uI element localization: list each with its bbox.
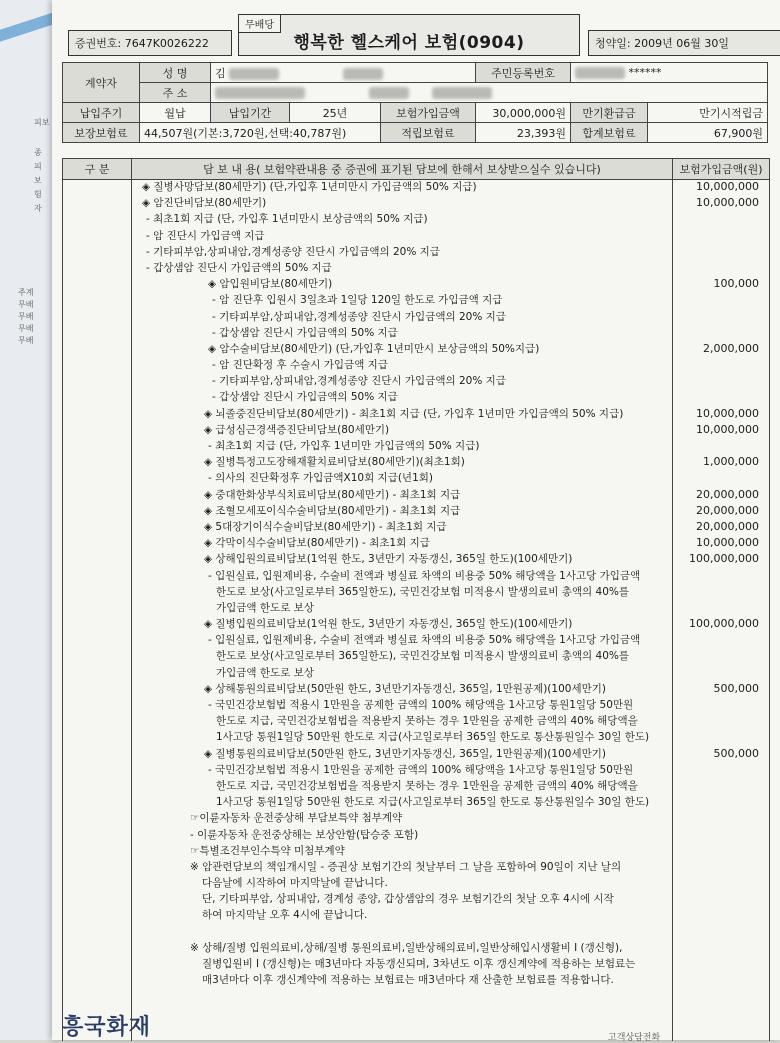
coverage-row [132,600,673,616]
coverage-text: ※ 상해/질병 입원의료비,상해/질병 통원의료비,일반상해의료비,일반상해입시생활비 I (갱신형), [190,941,623,954]
rrn-value: ****** [571,63,768,83]
coverage-text: 1사고당 통원1일당 50만원 한도로 지급(사고일로부터 365일 한도로 통산통원일수 30일 한도) [216,731,650,744]
coverage-text: 한도로 지급, 국민건강보험법을 적용받지 못하는 경우 1만원을 공제한 금액의 40% 해당액을 [216,779,638,792]
coverage-row [132,325,673,341]
coverage-text: - 갑상샘암 진단시 가입금액의 50% 지급 [212,326,398,339]
background-text: 종 [34,148,42,157]
coverage-text: 하여 마지막날 오후 4시에 끝납니다. [202,909,368,922]
coverage-row [132,648,673,664]
coverage-amount: 1,000,000 [703,455,759,469]
coverage-row [132,244,673,260]
coverage-text: ◈ 상해통원의료비담보(50만원 한도, 3년만기자동갱신, 365일, 1만원공제)(100세만기) [204,682,606,695]
contractor-label: 계약자 [63,63,140,103]
coverage-text: - 암 진단확정 후 수술시 가입금액 지급 [212,359,388,372]
policy-sheet [52,0,780,1043]
insured-amount-label: 보험가입금액 [381,103,476,123]
coverage-amount: 2,000,000 [703,341,759,355]
coverage-row [132,729,673,745]
coverage-text: - 국민건강보험법 적용시 1만원을 공제한 금액의 100% 해당액을 1사고당 통원1일당 50만원 [208,763,634,776]
coverage-text: ※ 암관련담보의 책임개시일 - 증권상 보험기간의 첫날부터 그 날을 포함하여 90일이 지난 날의 [190,860,622,873]
coverage-row [132,681,759,697]
coverage-text: - 최초1회 지급 (단, 가입후 1년미만 가입금액의 50% 지급) [208,440,480,452]
coverage-amount: 10,000,000 [696,422,759,436]
coverage-row [132,924,673,940]
pay-cycle: 월납 [140,103,211,123]
policy-number: 7647K0026222 [124,36,209,50]
coverage-row [132,341,759,357]
address-label: 주 소 [140,83,211,103]
coverage-row [132,195,759,211]
header [60,14,774,58]
coverage-row [132,179,759,195]
coverage-text: - 기타피부암,상피내암,경계성종양 진단시 가입금액의 20% 지급 [146,245,440,258]
coverage-row [132,956,673,972]
coverage-text: - 기타피부암,상피내암,경계성종양 진단시 가입금액의 20% 지급 [212,375,506,388]
coverage-text: ◈ 암진단비담보(80세만기) [142,197,267,210]
address-value [211,83,768,103]
coverage-text: - 입원실료, 입원제비용, 수술비 전액과 병실료 차액의 비용중 50% 해당액을 1사고당 가입금액 [208,569,641,582]
coverage-text: ◈ 질병입원의료비담보(1억원 한도, 3년만기 자동갱신, 365일 한도)(100세만기) [204,618,573,631]
coverage-row [132,357,673,373]
coverage-rows [132,179,759,988]
coverage-row [132,827,673,843]
background-text: 피보 [34,118,50,127]
coverage-text: - 암 진단시 가입금액 지급 [146,229,265,242]
coverage-row [132,665,673,681]
coverage-row [132,422,759,438]
info-table [62,62,768,143]
col-category: 구 분 [63,159,132,179]
coverage-text: - 최초1회 지급 (단, 가입후 1년미만시 보상금액의 50% 지급) [146,213,428,226]
coverage-amount: 100,000,000 [689,552,759,566]
coverage-text: ☞이륜자동차 운전중상해 부담보특약 첨부계약 [190,812,403,825]
coverage-text: 매3년마다 이후 갱신계약에 적용하는 보험료는 매3년마다 재 산출한 보험료를 적용합니다. [202,974,614,987]
coverage-row [132,276,759,292]
coverage-table [62,158,770,1041]
coverage-row [132,875,673,891]
coverage-row [132,697,673,713]
coverage-row [132,438,673,454]
coverage-row [132,632,673,648]
coverage-amount: 20,000,000 [696,487,759,501]
coverage-text: ◈ 질병통원의료비담보(50만원 한도, 3년만기자동갱신, 365일, 1만원공제)(100세만기) [204,747,606,760]
coverage-text: - 기타피부암,상피내암,경계성종양 진단시 가입금액의 20% 지급 [212,310,506,323]
tag-label: 무배당 [239,15,281,33]
coverage-row [132,746,759,762]
name-label: 성 명 [140,63,211,83]
coverage-amount: 10,000,000 [696,196,759,210]
coverage-text: 가입금액 한도로 보상 [216,601,314,614]
background-text: 무배 [18,336,34,345]
coverage-row [132,373,673,389]
coverage-amount: 500,000 [713,681,759,695]
coverage-row [132,470,673,486]
background-stripe [0,10,60,41]
policy-number-box [68,30,232,56]
coverage-row [132,535,759,551]
coverage-text: 가입금액 한도로 보상 [216,666,314,679]
coverage-row [132,551,759,567]
coverage-text: - 이륜자동차 운전중상해는 보상안함(탑승중 포함) [190,828,419,841]
coverage-text: ◈ 각막이식수술비담보(80세만기) - 최초1회 지급 [204,537,430,550]
coverage-row [132,616,759,632]
coverage-row [132,292,673,308]
coverage-row [132,972,673,988]
coverage-row [132,891,673,907]
col-content: 담 보 내 용( 보험약관내용 중 증권에 표기된 담보에 한해서 보상받으실수 있습니다) [132,159,673,179]
coverage-row [132,454,759,470]
coverage-amount: 10,000,000 [696,180,759,193]
coverage-text: - 의사의 진단확정후 가입금액X10회 지급(년1회) [208,472,433,485]
premium-value: 44,507원(기본:3,720원,선택:40,787원) [140,123,381,143]
coverage-text: 질병입원비 I (갱신형)는 매3년마다 자동갱신되며, 3차년도 이후 갱신계약에 적용하는 보험료는 [202,958,636,970]
coverage-text: 1사고당 통원1일당 50만원 한도로 지급(사고일로부터 365일 한도로 통산통원일수 30일 한도) [216,796,650,809]
coverage-text: ◈ 상해입원의료비담보(1억원 한도, 3년만기 자동갱신, 365일 한도)(100세만기) [204,553,573,566]
coverage-amount: 100,000,000 [689,617,759,631]
policy-label: 증권번호: [75,37,122,50]
reserve-label: 적립보험료 [381,123,476,143]
coverage-text: - 입원실료, 입원제비용, 수술비 전액과 병실료 차액의 비용중 50% 해당액을 1사고당 가입금액 [208,634,641,647]
maturity-value: 만기시적립금 [648,103,768,123]
name-value: 김 [211,63,476,83]
coverage-text: 단, 기타피부암, 상피내암, 경계성 종양, 갑상샘암의 경우 보험기간의 첫날 오후 4시에 시작 [202,893,614,906]
coverage-amount: 100,000 [713,277,759,291]
coverage-text: ◈ 암입원비담보(80세만기) [208,278,333,291]
coverage-text: ◈ 중대한화상부식치료비담보(80세만기) - 최초1회 지급 [204,488,461,501]
maturity-label: 만기환급금 [571,103,648,123]
title-box [238,14,580,56]
background-text: 험 [34,190,42,199]
coverage-row [132,907,673,923]
contract-date-label: 청약일: [595,37,631,50]
coverage-row [132,859,673,875]
coverage-row [132,260,673,276]
coverage-text: ◈ 뇌졸중진단비담보(80세만기) - 최초1회 지급 (단, 가입후 1년미만 가입금액의 50% 지급) [204,407,624,420]
coverage-text: - 국민건강보험법 적용시 1만원을 공제한 금액의 100% 해당액을 1사고당 통원1일당 50만원 [208,699,634,711]
coverage-amount: 10,000,000 [696,406,759,420]
coverage-row [132,389,673,405]
coverage-row [132,940,673,956]
coverage-row [132,487,759,503]
coverage-row [132,810,673,826]
rrn-label: 주민등록번호 [476,63,571,83]
background-text: 보 [34,176,42,185]
coverage-text: ◈ 암수술비담보(80세만기) (단,가입후 1년미만시 보상금액의 50%지급) [208,342,540,355]
coverage-text: 다음날에 시작하여 마지막날에 끝납니다. [202,877,388,890]
coverage-row [132,228,673,244]
coverage-text: - 갑상샘암 진단시 가입금액의 50% 지급 [212,391,398,404]
coverage-amount: 20,000,000 [696,519,759,533]
coverage-amount: 10,000,000 [696,536,759,550]
col-amount: 보험가입금액(원) [679,163,763,176]
footer-note: 고객상담전화 [608,1033,661,1043]
contract-date: 2009년 06월 30일 [634,37,729,50]
coverage-text: ◈ 5대장기이식수술비담보(80세만기) - 최초1회 지급 [204,520,447,533]
coverage-text: ◈ 질병사망담보(80세만기) (단,가입후 1년미만시 가입금액의 50% 지급) [142,181,477,193]
coverage-text: ◈ 조혈모세포이식수술비담보(80세만기) - 최초1회 지급 [204,504,461,517]
coverage-row [132,584,673,600]
coverage-text: 한도로 보상(사고일로부터 365일한도), 국민건강보험 미적용시 발생의료비 총액의 40%를 [216,650,629,663]
coverage-row [132,406,759,422]
coverage-text: 한도로 보상(사고일로부터 365일한도), 국민건강보험 미적용시 발생의료비 총액의 40%를 [216,585,629,598]
coverage-row [132,778,673,794]
insured-amount: 30,000,000원 [476,103,571,123]
total-value: 67,900원 [648,123,768,143]
coverage-table-header [63,159,769,180]
background-text: 주계 [18,288,34,297]
background-text: 무배 [18,300,34,309]
coverage-row [132,519,759,535]
coverage-text: ☞특별조건부인수특약 미첨부계약 [190,844,345,857]
coverage-text: ◈ 질병특정고도장해재활치료비담보(80세만기)(최초1회) [204,456,465,469]
coverage-row [132,503,759,519]
background-text: 무배 [18,324,34,333]
contract-date-box [588,30,780,56]
pay-cycle-label: 납입주기 [63,103,140,123]
coverage-amount: 20,000,000 [696,503,759,517]
coverage-row [132,713,673,729]
coverage-text: - 갑상샘암 진단시 가입금액의 50% 지급 [146,261,332,274]
coverage-text: 한도로 지급, 국민건강보험법을 적용받지 못하는 경우 1만원을 공제한 금액의 40% 해당액을 [216,715,638,728]
coverage-text: ◈ 급성심근경색증진단비담보(80세만기) [204,423,390,436]
background-text: 자 [34,204,42,213]
coverage-row [132,211,673,227]
premium-label: 보장보험료 [63,123,140,143]
coverage-row [132,568,673,584]
coverage-row [132,794,673,810]
coverage-row [132,309,673,325]
pay-period-label: 납입기간 [211,103,290,123]
coverage-row [132,843,673,859]
coverage-row [132,762,673,778]
coverage-amount: 500,000 [713,746,759,760]
total-label: 합계보험료 [571,123,648,143]
reserve-value: 23,393원 [476,123,571,143]
coverage-text: - 암 진단후 입원시 3일초과 1일당 120일 한도로 가입금액 지급 [212,294,503,307]
background-text: 무배 [18,312,34,321]
document-title: 행복한 헬스케어 보험(0904) [293,32,525,53]
background-text: 피 [34,162,42,171]
company-logo: 흥국화재 [62,1015,152,1040]
pay-period: 25년 [290,103,381,123]
